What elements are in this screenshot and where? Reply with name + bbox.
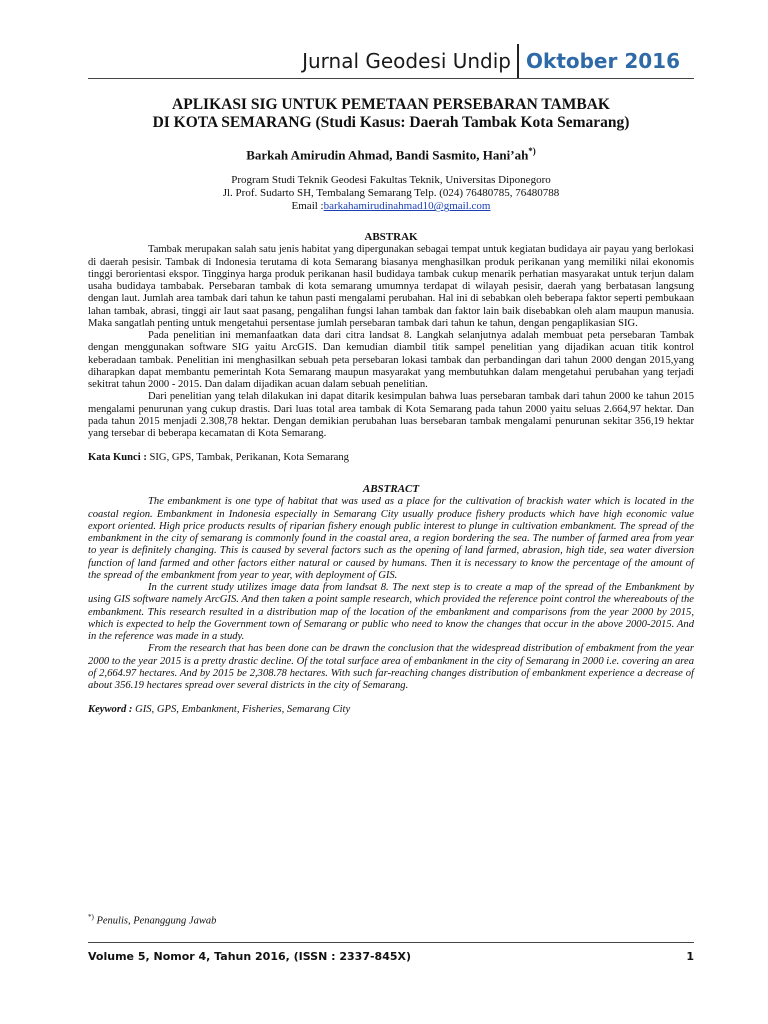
abstract-paragraph: The embankment is one type of habitat that was used as a place for the cultivation of brackish water which is located in the coastal region. Embankment in Indonesia especially in Semarang City usually produce fishery products which have high economic value export oriented. High price products results of riparian fishery enough public interest to plunge in cultivation embankment. The spread of the embankment in the city of semarang is commonly found in the coastal area, a region bordering the sea. The number of farmed area from year to year is definitely changing. This is caused by several factors such as the opening of land farmed, abrasion, high tide, sea water diversion function of land farmed and other factors either natural or caused by humans. Then it is necessary to know the percentage of the amount of the spread of the embankment from year to year, with deployment of GIS. xyxy=(88,496,694,581)
journal-name: Jurnal Geodesi Undip xyxy=(302,49,512,73)
abstract-paragraph: In the current study utilizes image data from landsat 8. The next step is to create a map of the spread of the Embankment by using GIS software namely ArcGIS. And then taken a point sample research, which provided the reference point control the whereabouts of the embankment. This research resulted in a distribution map of the location of the embankment and comparisons from the year 2000 by 2015, which is expected to help the Government town of Semarang or public who need to know the changes that occur in the above 2000-2015. And in the reference was made in a study. xyxy=(88,582,694,643)
author-names: Barkah Amirudin Ahmad, Bandi Sasmito, Hani’ah xyxy=(246,147,529,163)
footer-rule xyxy=(88,942,694,943)
title-line-2-prefix: DI KOTA SEMARANG xyxy=(152,114,316,131)
paper-body xyxy=(88,96,694,715)
title-case-study: (Studi Kasus: Daerah Tambak Kota Semarang) xyxy=(315,114,630,131)
header-rule xyxy=(88,78,694,79)
footnote xyxy=(88,913,216,927)
footer-volume: Volume 5, Nomor 4, Tahun 2016, (ISSN : 2337-845X) xyxy=(88,950,412,963)
kata-kunci-values: SIG, GPS, Tambak, Perikanan, Kota Semarang xyxy=(146,452,349,464)
keywords xyxy=(88,704,694,715)
abstract-paragraph: From the research that has been done can be drawn the conclusion that the widespread distribution of embakment from the year 2000 to the year 2015 is a pretty drastic decline. Of the total surface area of embankment in the city of Semarang in 2000 i.e. covering an area of 2,664.97 hectares. And by 2015 be 2,308.78 hectares. With such far-reaching changes distribution of embankment experience a decrease of about 356.19 hectares spread over several districts in the city of Semarang. xyxy=(88,643,694,692)
title-line-2 xyxy=(88,114,694,132)
title-line-1: APLIKASI SIG UNTUK PEMETAAN PERSEBARAN TAMBAK xyxy=(172,96,610,113)
abstrak-paragraph: Dari penelitian yang telah dilakukan ini dapat ditarik kesimpulan bahwa luas persebaran tambak dari tahun 2000 ke tahun 2015 mengalami penurunan yang cukup drastis. Dari luas total area tambak di Kota Semarang pada tahun 2000 yaitu seluas 2.664,97 hektar. Dan pada tahun 2015 menjadi 2.308,78 hektar. Dengan demikian perubahan luas bersebaran tambak mengalami penurunan sekitar 356,19 hektar yang tersebar di beberapa kecamatan di Kota Semarang. xyxy=(88,391,694,440)
author-mark: *) xyxy=(528,146,536,156)
page-number: 1 xyxy=(686,950,694,963)
abstrak-paragraph: Pada penelitian ini memanfaatkan data dari citra landsat 8. Langkah selanjutnya adalah membuat peta persebaran Tambak dengan menggunakan software SIG yaitu ArcGIS. Dan kemudian diambil titik sampel penelitian yang dijadikan acuan titik kontrol keberadaan tambak. Penelitian ini menghasilkan sebuah peta persebaran lokasi tambak dan perbandingan dari tahun 2000 dengan 2015,yang diharapkan dapat membantu pemerintah Kota Semarang maupun masyarakat yang membutuhkan dalam mengetahui perubahan yang terjadi sekitrat tahun 2000 - 2015. Dan dalam dijadikan acuan dalam sebuah penelitian. xyxy=(88,330,694,391)
affiliation xyxy=(88,174,694,213)
paper-title xyxy=(88,96,694,132)
issue-date: Oktober 2016 xyxy=(526,49,680,73)
abstract-heading: ABSTRACT xyxy=(362,483,420,496)
email-link[interactable]: barkahamirudinahmad10@gmail.com xyxy=(323,200,491,213)
abstrak-heading: ABSTRAK xyxy=(364,231,418,244)
authors xyxy=(88,146,694,163)
abstrak-paragraph: Tambak merupakan salah satu jenis habitat yang dipergunakan sebagai tempat untuk kegiatan budidaya air payau yang berlokasi di daerah pesisir. Tambak di Indonesia terutama di kota Semarang biasanya menghasilkan produk perikanan yang memiliki nilai ekonomis tinggi berorientasi ekspor. Tingginya harga produk perikanan hasil budidaya tambak cukup menarik perhatian masyarakat untuk terjun dalam usaha budidaya tambabak. Persebaran tambak di kota semarang umumnya terdapat di wilayah pesisir, daerah yang berbatasan langsung dengan laut. Jumlah area tambak dari tahun ke tahun pasti mengalami perubahan. Hal ini di sebabkan oleh beberapa faktor seperti pembukaan lahan tambak, abrasi, tinggi air laut saat pasang, pengalihan fungsi lahan tambak dan faktor lain baik disebabkan oleh alam maupun manusia. Maka sangatlah penting untuk mengetahui persentase jumlah persebaran tambak dari tahun ke tahun, dengan pengaplikasian SIG. xyxy=(88,244,694,329)
email-line xyxy=(88,200,694,213)
footnote-mark: *) xyxy=(88,913,94,921)
affiliation-line-2: Jl. Prof. Sudarto SH, Tembalang Semarang Telp. (024) 76480785, 76480788 xyxy=(222,187,560,200)
journal-header xyxy=(302,44,680,78)
email-label: Email : xyxy=(291,200,324,213)
kata-kunci xyxy=(88,452,694,463)
keywords-values: GIS, GPS, Embankment, Fisheries, Semarang City xyxy=(132,704,351,716)
keywords-label: Keyword : xyxy=(88,704,133,716)
kata-kunci-label: Kata Kunci : xyxy=(88,452,147,464)
footnote-text: Penulis, Penanggung Jawab xyxy=(93,915,217,927)
affiliation-line-1: Program Studi Teknik Geodesi Fakultas Teknik, Universitas Diponegoro xyxy=(231,174,551,187)
